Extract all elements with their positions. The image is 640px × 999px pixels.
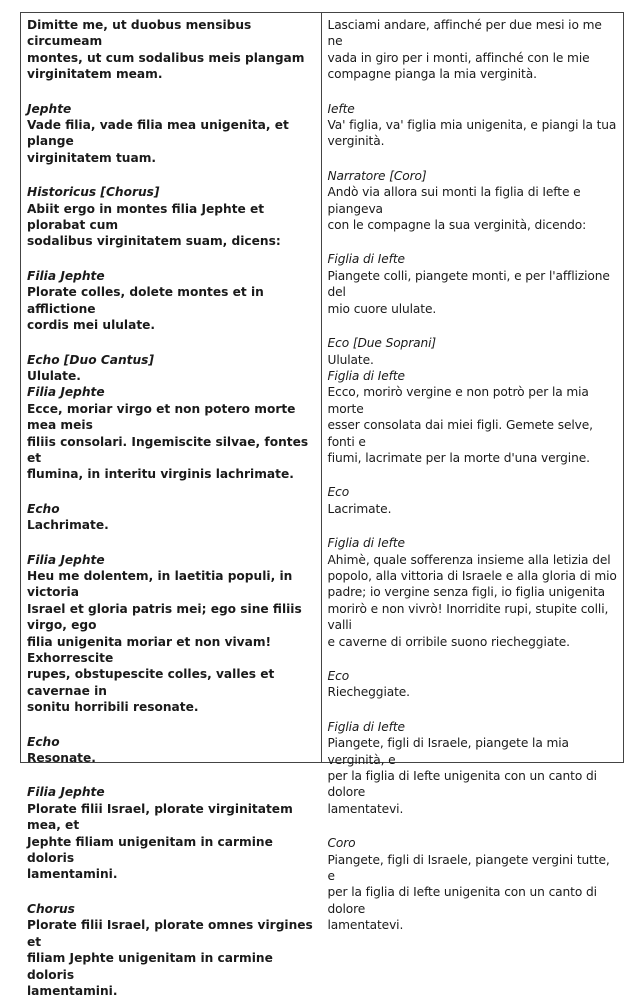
speaker-label: Echo [Duo Cantus] bbox=[27, 352, 154, 367]
verse-line: Heu me dolentem, in laetitia populi, in victoria bbox=[27, 568, 293, 600]
speaker-label: Filia Jephte bbox=[27, 385, 105, 400]
speaker-label: Filia Jephte bbox=[27, 785, 105, 800]
verse-line: esser consolata dai miei figli. Gemete selve, fonti e bbox=[327, 418, 593, 449]
verse-line: Va' figlia, va' figlia mia unigenita, e piangi la tua bbox=[327, 118, 617, 133]
verse-line: rupes, obstupescite colles, valles et cavernae in bbox=[27, 667, 275, 698]
speaker-label: Historicus [Chorus] bbox=[27, 185, 160, 200]
verse-block bbox=[27, 101, 315, 167]
verse-line: flumina, in interitu virginis lachrimate. bbox=[27, 467, 294, 482]
verse-line: Lachrimate. bbox=[27, 518, 109, 533]
speaker-label: Echo bbox=[27, 501, 60, 516]
verse-block bbox=[27, 734, 315, 767]
verse-block bbox=[328, 719, 618, 817]
verse-block bbox=[27, 384, 315, 482]
libretto-table bbox=[20, 12, 624, 998]
verse-line: Abiit ergo in montes filia Jephte et plorabat cum bbox=[27, 201, 265, 233]
verse-block bbox=[27, 784, 315, 882]
verse-line: filiam Jephte unigenitam in carmine doloris bbox=[27, 951, 273, 982]
verse-line: vada in giro per i monti, affinché con le mie bbox=[327, 50, 590, 65]
speaker-label: Figlia di Iefte bbox=[327, 252, 405, 267]
verse-line: Piangete, figli di Israele, piangete vergini tutte, e bbox=[327, 852, 610, 884]
verse-block bbox=[328, 668, 618, 701]
verse-line: Ahimè, quale sofferenza insieme alla letizia del bbox=[327, 552, 611, 567]
speaker-label: Chorus bbox=[27, 901, 75, 916]
verse-line: Ululate. bbox=[327, 352, 374, 367]
verse-line: Ululate. bbox=[27, 368, 81, 383]
verse-line: Piangete colli, piangete monti, e per l'afflizione del bbox=[327, 268, 610, 300]
verse-block bbox=[27, 352, 315, 385]
speaker-label: Figlia di Iefte bbox=[327, 368, 405, 383]
verse-line: e caverne di orribile suono riecheggiate. bbox=[327, 634, 570, 649]
verse-block bbox=[328, 368, 618, 466]
verse-block bbox=[328, 484, 618, 517]
verse-line: morirò e non vivrò! Inorridite rupi, stupite colli, valli bbox=[327, 601, 609, 633]
verse-line: Plorate filii Israel, plorate virginitatem mea, et bbox=[27, 801, 293, 833]
speaker-label: Coro bbox=[327, 836, 356, 851]
speaker-label: Figlia di Iefte bbox=[327, 536, 405, 551]
speaker-label: Echo bbox=[27, 734, 60, 749]
verse-line: fiumi, lacrimate per la morte d'una vergine. bbox=[327, 450, 590, 465]
verse-line: Riecheggiate. bbox=[327, 685, 410, 700]
verse-block bbox=[328, 101, 618, 150]
verse-line: Dimitte me, ut duobus mensibus circumeam bbox=[27, 18, 252, 49]
speaker-label: Narratore [Coro] bbox=[327, 168, 427, 183]
latin-column bbox=[21, 13, 322, 998]
verse-line: Plorate filii Israel, plorate omnes virgines et bbox=[27, 918, 313, 949]
verse-line: lamentamini. bbox=[27, 867, 118, 882]
verse-block bbox=[328, 335, 618, 368]
verse-line: per la figlia di Iefte unigenita con un canto di dolore bbox=[327, 769, 597, 800]
verse-block bbox=[27, 901, 315, 999]
verse-line: sonitu horribili resonate. bbox=[27, 700, 199, 715]
verse-line: verginità. bbox=[327, 134, 385, 149]
verse-line: padre; io vergine senza figli, io figlia unigenita bbox=[327, 585, 606, 600]
verse-block bbox=[328, 535, 618, 650]
verse-block bbox=[27, 501, 315, 534]
verse-line: per la figlia di Iefte unigenita con un canto di dolore bbox=[327, 885, 597, 916]
speaker-label: Filia Jephte bbox=[27, 552, 105, 567]
verse-block bbox=[328, 168, 618, 234]
verse-line: filia unigenita moriar et non vivam! Exhorrescite bbox=[27, 634, 272, 665]
verse-line: lamentatevi. bbox=[327, 801, 404, 816]
verse-line: Vade filia, vade filia mea unigenita, et plange bbox=[27, 118, 289, 149]
speaker-label: Eco [Due Soprani] bbox=[327, 336, 437, 351]
verse-line: filiis consolari. Ingemiscite silvae, fontes et bbox=[27, 434, 309, 465]
verse-line: compagne pianga la mia verginità. bbox=[327, 67, 537, 82]
speaker-label: Iefte bbox=[327, 101, 355, 116]
verse-line: Ecco, morirò vergine e non potrò per la mia morte bbox=[327, 385, 589, 416]
verse-block bbox=[27, 552, 315, 716]
verse-line: Resonate. bbox=[27, 751, 96, 766]
italian-column bbox=[322, 13, 624, 933]
verse-block bbox=[328, 17, 618, 83]
verse-line: lamentamini. bbox=[27, 983, 118, 998]
verse-block bbox=[27, 184, 315, 250]
verse-line: Ecce, moriar virgo et non potero morte mea meis bbox=[27, 401, 296, 433]
verse-line: lamentatevi. bbox=[327, 918, 404, 933]
speaker-label: Figlia di Iefte bbox=[327, 719, 405, 734]
verse-line: cordis mei ululate. bbox=[27, 318, 156, 333]
speaker-label: Eco bbox=[327, 485, 350, 500]
verse-block bbox=[328, 251, 618, 317]
verse-block bbox=[27, 268, 315, 334]
verse-line: virginitatem meam. bbox=[27, 67, 163, 82]
verse-line: Jephte filiam unigenitam in carmine doloris bbox=[27, 834, 273, 866]
verse-line: Lasciami andare, affinché per due mesi io me ne bbox=[327, 18, 602, 49]
verse-line: Lacrimate. bbox=[327, 501, 392, 516]
verse-line: virginitatem tuam. bbox=[27, 150, 157, 165]
verse-line: mio cuore ululate. bbox=[327, 301, 437, 316]
verse-line: montes, ut cum sodalibus meis plangam bbox=[27, 50, 305, 65]
verse-line: Piangete, figli di Israele, piangete la mia verginità, e bbox=[327, 736, 569, 767]
verse-line: con le compagne la sua verginità, dicendo: bbox=[327, 218, 587, 233]
verse-line: Andò via allora sui monti la figlia di Iefte e piangeva bbox=[327, 185, 581, 216]
speaker-label: Eco bbox=[327, 669, 350, 683]
speaker-label: Filia Jephte bbox=[27, 268, 105, 283]
verse-line: Plorate colles, dolete montes et in afflictione bbox=[27, 285, 264, 316]
speaker-label: Jephte bbox=[27, 101, 72, 116]
verse-line: Israel et gloria patris mei; ego sine filiis virgo, ego bbox=[27, 601, 302, 633]
verse-block bbox=[328, 835, 618, 933]
verse-line: sodalibus virginitatem suam, dicens: bbox=[27, 234, 281, 249]
verse-block bbox=[27, 17, 315, 83]
verse-line: popolo, alla vittoria di Israele e alla gloria di mio bbox=[327, 568, 617, 583]
